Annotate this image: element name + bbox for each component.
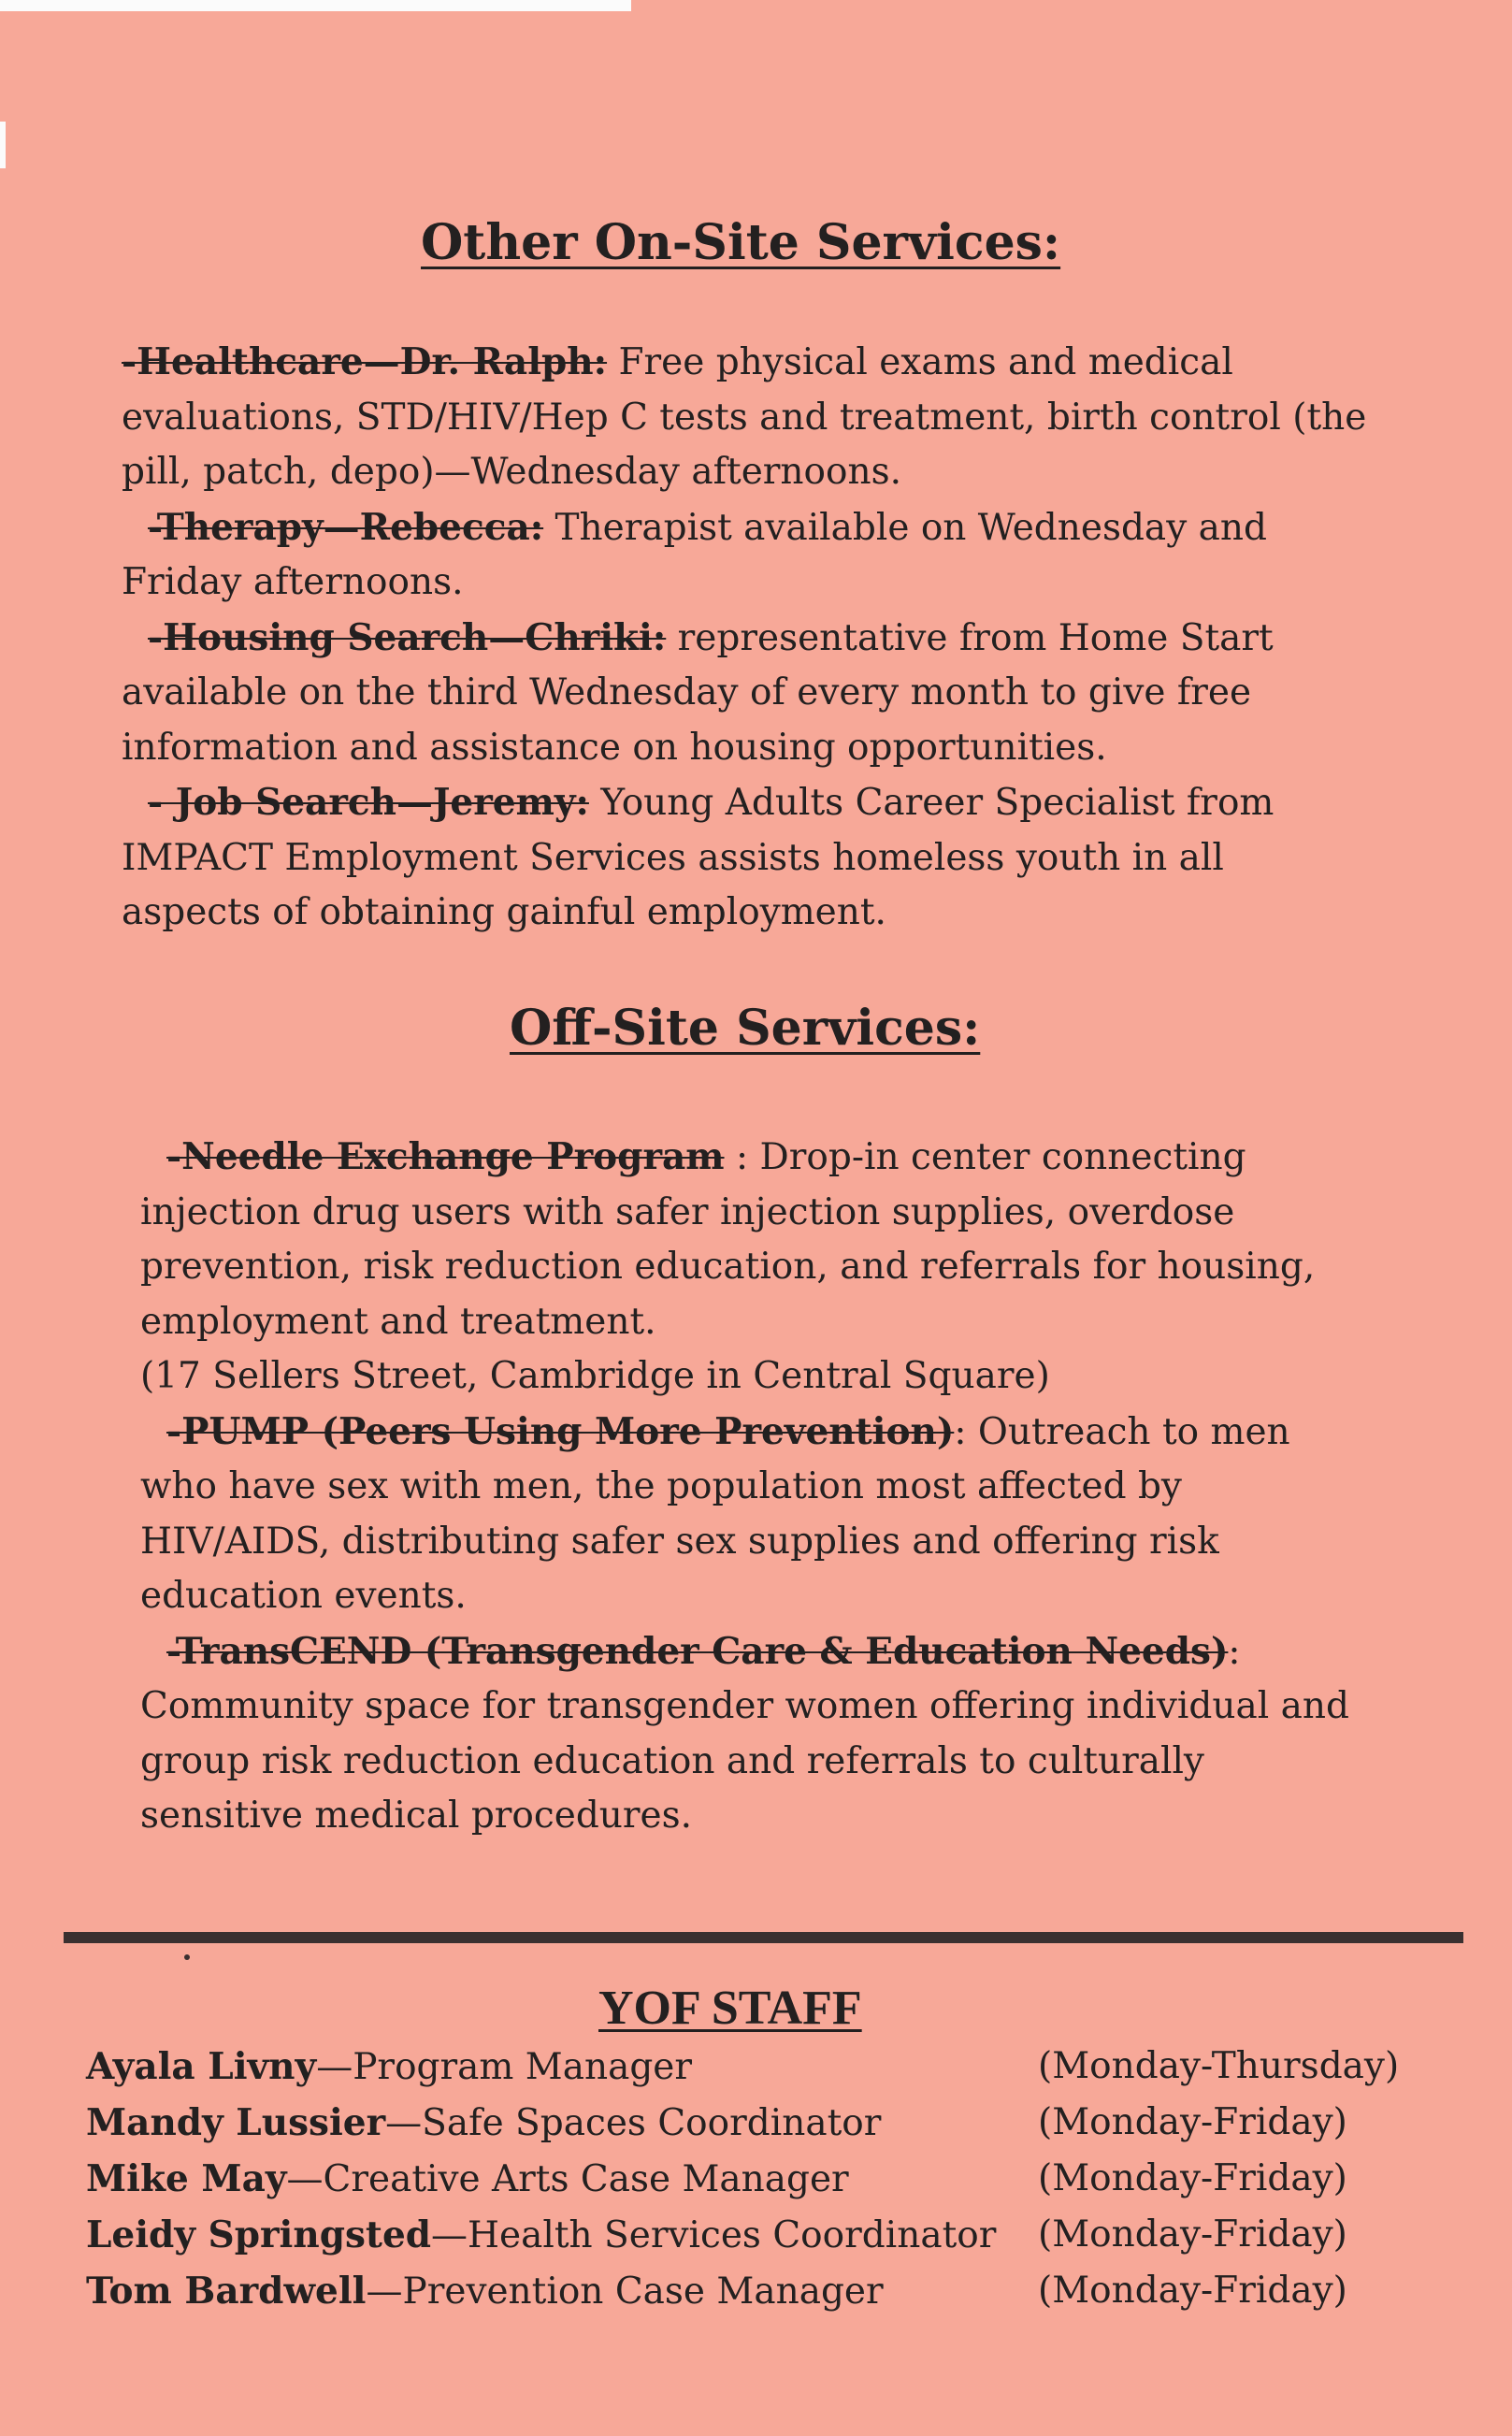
staff-role: —Program Manager: [316, 2046, 693, 2088]
service-therapy: [122, 500, 1375, 611]
service-description: representative from Home Start available on the third Wednesday of every month to give free information and assistance on housing opportunities.: [122, 616, 1274, 769]
service-transcend: [140, 1624, 1375, 1844]
scan-edge-left: [0, 122, 6, 168]
staff-schedule: (Monday-Friday): [1038, 2213, 1347, 2256]
service-address: [140, 1349, 1375, 1405]
service-name: -PUMP (Peers Using More Prevention): [166, 1409, 955, 1453]
staff-name: Mandy Lussier: [86, 2101, 386, 2144]
staff-description: [86, 2095, 881, 2152]
staff-role: —Prevention Case Manager: [366, 2270, 884, 2313]
service-name: -TransCEND (Transgender Care & Education Needs): [166, 1629, 1229, 1673]
service-housing-search: [122, 611, 1375, 776]
section-divider: [64, 1932, 1463, 1943]
staff-schedule: (Monday-Friday): [1038, 2157, 1347, 2199]
service-description: : Outreach to men who have sex with men, the population most affected by HIV/AIDS, distributing safer sex supplies and offering risk education events.: [140, 1410, 1290, 1617]
service-description: : Community space for transgender women offering individual and group risk reduction education and referrals to culturally sensitive medical procedures.: [140, 1630, 1349, 1837]
staff-name: Tom Bardwell: [86, 2270, 367, 2313]
divider-dot: [184, 1954, 190, 1960]
service-pump: [140, 1405, 1375, 1624]
staff-role: —Safe Spaces Coordinator: [385, 2102, 882, 2144]
service-healthcare: [122, 335, 1375, 500]
service-name: -Housing Search—Chriki:: [148, 615, 667, 659]
staff-row: [86, 2095, 1451, 2151]
staff-schedule: (Monday-Friday): [1038, 2270, 1347, 2312]
service-description: Young Adults Career Specialist from IMPACT Employment Services assists homeless youth in all aspects of obtaining gainful employment.: [122, 782, 1274, 933]
service-name: -Healthcare—Dr. Ralph:: [122, 340, 608, 383]
offsite-services-title: Off-Site Services:: [510, 1000, 981, 1057]
service-name: - Job Search—Jeremy:: [148, 781, 589, 824]
staff-name: Mike May: [86, 2157, 287, 2200]
staff-row: [86, 2039, 1451, 2095]
staff-description: [86, 2151, 849, 2208]
service-description: Free physical exams and medical evaluations, STD/HIV/Hep C tests and treatment, birth control (the pill, patch, depo)—Wednesday afternoons.: [122, 341, 1367, 493]
staff-row: [86, 2263, 1451, 2319]
staff-description: [86, 2039, 692, 2096]
offsite-services-list: [140, 1130, 1375, 1844]
staff-schedule: (Monday-Thursday): [1038, 2045, 1400, 2087]
service-description: (17 Sellers Street, Cambridge in Central Square): [140, 1355, 1050, 1397]
staff-title: YOF STAFF: [598, 1982, 862, 2035]
staff-schedule: (Monday-Friday): [1038, 2101, 1347, 2143]
staff-role: —Creative Arts Case Manager: [286, 2158, 849, 2200]
service-needle-exchange: [140, 1130, 1375, 1349]
staff-name: Ayala Livny: [86, 2045, 317, 2088]
staff-description: [86, 2263, 884, 2320]
onsite-services-list: [122, 335, 1375, 941]
staff-description: [86, 2207, 996, 2264]
scan-edge-top: [0, 0, 631, 11]
service-name: -Therapy—Rebecca:: [148, 505, 544, 549]
staff-row: [86, 2151, 1451, 2207]
service-description: : Drop-in center connecting injection drug users with safer injection supplies, overdose prevention, risk reduction education, and referrals for housing, employment and treatment.: [140, 1136, 1316, 1343]
staff-list: [86, 2039, 1451, 2319]
service-name: -Needle Exchange Program: [166, 1135, 725, 1178]
staff-role: —Health Services Coordinator: [431, 2214, 997, 2256]
staff-row: [86, 2207, 1451, 2263]
staff-name: Leidy Springsted: [86, 2213, 432, 2256]
service-description: Therapist available on Wednesday and Friday afternoons.: [122, 506, 1267, 603]
onsite-services-title: Other On-Site Services:: [421, 214, 1061, 271]
service-job-search: [122, 775, 1375, 941]
